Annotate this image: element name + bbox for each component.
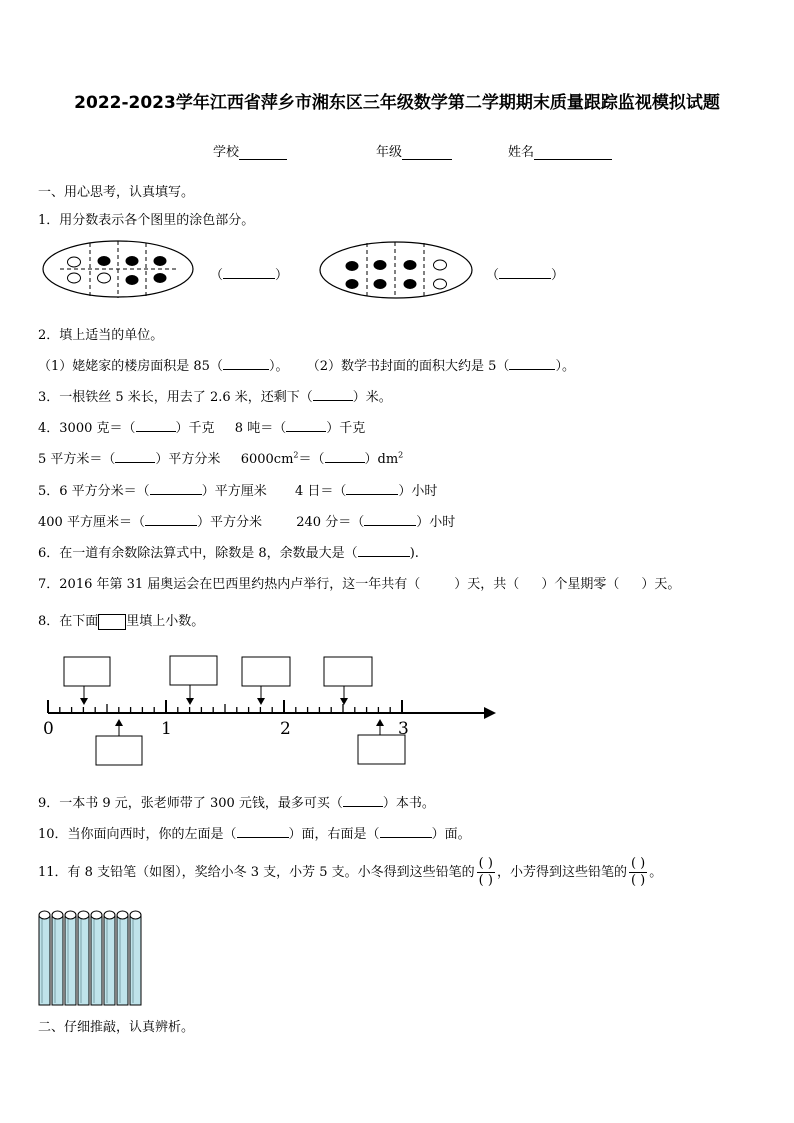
dot-empty xyxy=(68,257,81,267)
q4-text-h: ＝（ xyxy=(298,452,325,467)
pencil-top xyxy=(52,911,63,919)
answer-blank[interactable] xyxy=(380,826,432,838)
superscript: 2 xyxy=(293,450,299,460)
answer-box[interactable] xyxy=(242,657,290,686)
answer-blank[interactable] xyxy=(364,514,416,526)
q8-end: 里填上小数。 xyxy=(126,614,205,629)
pencil-top xyxy=(91,911,102,919)
q9-end: ）本书。 xyxy=(382,796,435,811)
answer-blank[interactable] xyxy=(223,267,275,279)
pencil-body xyxy=(78,915,89,1005)
q7-text-b: ）天，共（ xyxy=(454,577,520,592)
q3 xyxy=(38,386,392,405)
q7-text: 7．2016 年第 31 届奥运会在巴西里约热内卢举行，这一年共有（ xyxy=(38,577,421,592)
number-line-ticks xyxy=(48,700,402,713)
dot-filled xyxy=(374,260,387,270)
dot-filled xyxy=(154,256,167,266)
pencil-top xyxy=(65,911,76,919)
paren-close: ） xyxy=(551,268,565,283)
q2-parts xyxy=(38,355,575,374)
school-blank[interactable] xyxy=(239,146,287,160)
dot-filled xyxy=(404,279,417,289)
page-title: 2022-2023学年江西省萍乡市湘东区三年级数学第二学期期末质量跟踪监视模拟试题 xyxy=(74,93,720,113)
tick-label-2: 2 xyxy=(280,719,291,739)
q4-line1 xyxy=(38,417,365,436)
q9-text: 9．一本书 9 元，张老师带了 300 元钱，最多可买（ xyxy=(38,796,343,811)
pointer-arrow xyxy=(340,698,348,705)
name-label: 姓名 xyxy=(508,145,535,160)
answer-blank[interactable] xyxy=(346,483,398,495)
q10-text-b: ）面，右面是（ xyxy=(288,827,380,842)
q5-text-f: ）平方分米 xyxy=(196,515,262,530)
dot-filled xyxy=(404,260,417,270)
pencil-body xyxy=(91,915,102,1005)
q10-text: 10．当你面向西时，你的左面是（ xyxy=(38,827,237,842)
q4-text-d: ）千克 xyxy=(326,421,366,436)
grade-blank[interactable] xyxy=(402,146,452,160)
answer-blank[interactable] xyxy=(115,451,155,463)
pencils-figure xyxy=(36,909,152,1009)
q3-end: ）米。 xyxy=(352,390,392,405)
pencil-body xyxy=(39,915,50,1005)
tick-label-3: 3 xyxy=(398,719,409,739)
dot-empty xyxy=(68,273,81,283)
q3-text: 3．一根铁丝 5 米长，用去了 2.6 米，还剩下（ xyxy=(38,390,313,405)
ellipse-figure-1 xyxy=(43,241,193,298)
q5-text-e: 400 平方厘米＝（ xyxy=(38,515,145,530)
axis-arrow xyxy=(484,707,496,719)
answer-blank[interactable] xyxy=(286,420,326,432)
pencil-top xyxy=(117,911,128,919)
q6-end: ). xyxy=(409,546,419,561)
answer-blank[interactable] xyxy=(509,358,555,370)
q7-text-d: ）天。 xyxy=(641,577,681,592)
dot-filled xyxy=(346,279,359,289)
q5-line1 xyxy=(38,480,437,499)
q11-text-b: ，小芳得到这些铅笔的 xyxy=(496,865,627,880)
pencil-top xyxy=(78,911,89,919)
grade-label: 年级 xyxy=(376,145,403,160)
q5-text-h: ）小时 xyxy=(416,515,456,530)
q4-text-b: ）千克 xyxy=(175,421,215,436)
q8-text: 8．在下面 xyxy=(38,614,99,629)
superscript: 2 xyxy=(398,450,404,460)
answer-box[interactable] xyxy=(358,735,405,764)
q4-line2 xyxy=(38,448,403,467)
fraction-denominator[interactable]: ( ) xyxy=(478,873,493,888)
q5-line2 xyxy=(38,511,455,530)
name-blank[interactable] xyxy=(534,146,612,160)
pencil-body xyxy=(130,915,141,1005)
answer-blank[interactable] xyxy=(499,267,551,279)
q11-text: 11．有 8 支铅笔（如图），奖给小冬 3 支，小芳 5 支。小冬得到这些铅笔的 xyxy=(38,865,475,880)
q1-answer-1[interactable] xyxy=(210,264,288,283)
q5-text-b: ）平方厘米 xyxy=(201,484,267,499)
dot-filled xyxy=(126,275,139,285)
pencil-top xyxy=(130,911,141,919)
section2-heading: 二、仔细推敲，认真辨析。 xyxy=(38,1020,195,1035)
q11-end: 。 xyxy=(649,865,663,880)
q4-text-e: 5 平方米＝（ xyxy=(38,452,116,467)
pointer-arrow xyxy=(115,719,123,726)
pencil-top xyxy=(39,911,50,919)
dot-filled xyxy=(98,256,111,266)
answer-blank[interactable] xyxy=(325,451,365,463)
q6-text: 6．在一道有余数除法算式中，除数是 8，余数最大是（ xyxy=(38,546,358,561)
answer-box[interactable] xyxy=(96,736,142,765)
pointer-arrow xyxy=(257,698,265,705)
fraction-numerator[interactable]: ( ) xyxy=(630,856,646,871)
q5-text-d: ）小时 xyxy=(398,484,438,499)
q6 xyxy=(38,542,419,561)
q11 xyxy=(38,856,662,889)
ellipse-figure-2 xyxy=(320,242,472,298)
section1-heading: 一、用心思考，认真填写。 xyxy=(38,185,195,200)
answer-blank[interactable] xyxy=(150,483,202,495)
pencil-body xyxy=(117,915,128,1005)
dot-filled xyxy=(126,256,139,266)
number-line xyxy=(0,650,520,770)
q7 xyxy=(38,573,680,592)
tick-label-0: 0 xyxy=(43,719,54,739)
q4-text-g: 6000cm xyxy=(240,452,294,467)
q5-text-c: 4 日＝（ xyxy=(294,484,347,499)
fraction-numerator[interactable]: ( ) xyxy=(478,856,493,871)
q2-part2-text: （2）数学书封面的面积大约是 5（ xyxy=(306,359,510,374)
dot-filled xyxy=(374,279,387,289)
q2-part2-end: ）。 xyxy=(555,359,575,374)
fraction-blank[interactable] xyxy=(477,856,495,889)
pointer-arrow xyxy=(376,719,384,726)
sample-box xyxy=(98,614,126,630)
q1-text: 1．用分数表示各个图里的涂色部分。 xyxy=(38,213,255,228)
q2-part1-end: ）。 xyxy=(268,359,289,374)
name-field xyxy=(508,141,612,160)
q10-end: ）面。 xyxy=(431,827,471,842)
pointer-arrow xyxy=(80,698,88,705)
pencil-body xyxy=(65,915,76,1005)
school-field xyxy=(213,141,287,160)
answer-blank[interactable] xyxy=(313,389,353,401)
answer-blank[interactable] xyxy=(136,420,176,432)
dot-empty xyxy=(434,260,447,270)
tick-label-1: 1 xyxy=(161,719,172,739)
q5-text-g: 240 分＝（ xyxy=(296,515,365,530)
answer-blank[interactable] xyxy=(358,545,410,557)
grade-field xyxy=(376,141,452,160)
answer-blank[interactable] xyxy=(145,514,197,526)
q4-text-c: 8 吨＝（ xyxy=(234,421,287,436)
dot-empty xyxy=(98,273,111,283)
dot-empty xyxy=(434,279,447,289)
q9 xyxy=(38,792,435,811)
dot-filled xyxy=(346,261,359,271)
paren-open: （ xyxy=(210,268,224,283)
school-label: 学校 xyxy=(213,145,240,160)
answer-box[interactable] xyxy=(170,656,217,685)
q8 xyxy=(38,610,204,630)
fraction-blank[interactable] xyxy=(629,856,647,889)
pencil-body xyxy=(52,915,63,1005)
answer-box[interactable] xyxy=(64,657,110,686)
answer-blank[interactable] xyxy=(237,826,289,838)
q4-text-i: ）dm xyxy=(364,452,399,467)
q5-text-a: 5．6 平方分米＝（ xyxy=(38,484,150,499)
answer-blank[interactable] xyxy=(343,795,383,807)
dot-filled xyxy=(154,273,167,283)
q2-text: 2．填上适当的单位。 xyxy=(38,328,164,343)
q4-text-a: 4．3000 克＝（ xyxy=(38,421,136,436)
q7-text-c: ）个星期零（ xyxy=(541,577,620,592)
q2-part1-text: （1）姥姥家的楼房面积是 85（ xyxy=(38,359,223,374)
answer-blank[interactable] xyxy=(223,358,269,370)
pencil-top xyxy=(104,911,115,919)
pencil-body xyxy=(104,915,115,1005)
answer-box[interactable] xyxy=(324,657,372,686)
q4-text-f: ）平方分米 xyxy=(155,452,221,467)
q10 xyxy=(38,823,471,842)
paren-open: （ xyxy=(486,268,500,283)
q1-answer-2[interactable] xyxy=(486,264,564,283)
pointer-arrow xyxy=(186,698,194,705)
paren-close: ） xyxy=(275,268,289,283)
fraction-denominator[interactable]: ( ) xyxy=(630,873,646,888)
